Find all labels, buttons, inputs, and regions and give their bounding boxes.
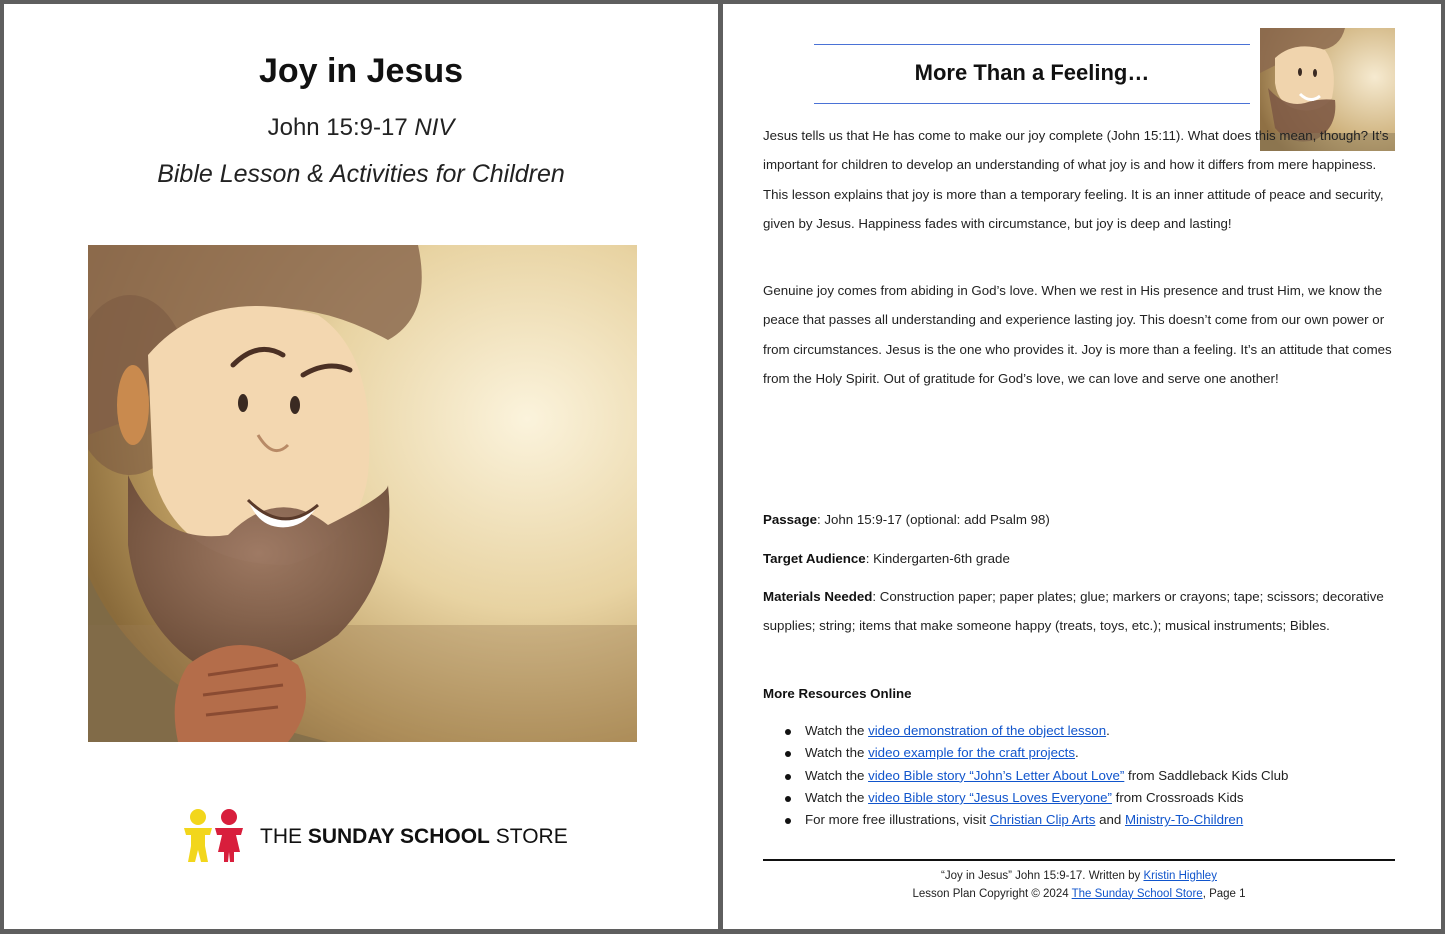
footer-divider <box>763 859 1395 861</box>
audience-label: Target Audience <box>763 551 866 566</box>
resource-prefix: Watch the <box>805 789 869 805</box>
audience-value: : Kindergarten-6th grade <box>865 551 1010 566</box>
resource-prefix: For more free illustrations, visit <box>805 812 990 828</box>
passage-value: : John 15:9-17 (optional: add Psalm 98) <box>816 512 1050 527</box>
publisher-link[interactable]: The Sunday School Store <box>1071 887 1203 900</box>
heading-rule-bottom <box>814 103 1250 104</box>
scripture-reference <box>4 114 718 142</box>
bullet-icon <box>785 729 791 735</box>
johns-letter-video-link[interactable]: video Bible story “John’s Letter About Love” <box>868 767 1125 783</box>
list-item <box>783 720 1403 742</box>
resources-list <box>783 720 1403 831</box>
list-item <box>783 787 1403 809</box>
bullet-icon <box>785 774 791 780</box>
lesson-page <box>723 4 1441 929</box>
intro-paragraph-1: Jesus tells us that He has come to make our joy complete (John 15:11). What does this mean, though? It’s important for children to develop an understanding of what joy is and how it differs from mere happiness. This lesson explains that joy is more than a temporary feeling. It is an inner attitude of peace and security, given by Jesus. Happiness fades with circumstance, but joy is deep and lasting! <box>763 128 1389 231</box>
resources-heading: More Resources Online <box>763 686 912 701</box>
logo-bold: SUNDAY SCHOOL <box>307 825 490 848</box>
resource-prefix: Watch the <box>805 767 869 783</box>
passage-field <box>763 505 1398 534</box>
passage-label: Passage <box>763 512 817 527</box>
materials-value: : Construction paper; paper plates; glue; markers or crayons; tape; scissors; decorative supplies; string; items that make someone happy (treats, toys, etc.); musical instruments; Bibles. <box>763 589 1384 633</box>
bible-version: NIV <box>414 114 455 141</box>
paper-people-icon <box>180 808 252 864</box>
cover-illustration <box>88 245 637 742</box>
resource-conjunction: and <box>1095 812 1125 828</box>
author-link[interactable]: Kristin Highley <box>1143 870 1217 882</box>
page-number-text: , Page 1 <box>1202 887 1246 900</box>
materials-field <box>763 582 1398 640</box>
list-item <box>783 765 1403 787</box>
object-lesson-video-link[interactable]: video demonstration of the object lesson <box>868 723 1107 738</box>
resource-suffix: . <box>1075 745 1079 761</box>
bullet-icon <box>785 751 791 757</box>
footer-line-2 <box>763 886 1395 904</box>
list-item <box>783 742 1403 764</box>
intro-paragraph-2: Genuine joy comes from abiding in God’s love. When we rest in His presence and trust Him, we know the peace that passes all understanding and experience lasting joy. This doesn’t come from our own power or from circumstances. Jesus is the one who provides it. Joy is more than a feeling. It’s an attitude that comes from the Holy Spirit. Out of gratitude for God’s love, we can love and serve one another! <box>763 283 1392 386</box>
logo-suffix: STORE <box>495 825 568 848</box>
resource-suffix: . <box>1106 723 1110 738</box>
bullet-icon <box>785 796 791 802</box>
logo-prefix: THE <box>260 825 302 848</box>
cover-title: Joy in Jesus <box>258 52 464 90</box>
heading-rule-top <box>814 44 1250 45</box>
resource-prefix: Watch the <box>805 745 869 761</box>
craft-video-link[interactable]: video example for the craft projects <box>868 745 1076 761</box>
resource-suffix: from Crossroads Kids <box>1111 789 1244 805</box>
reference-text: John 15:9-17 <box>267 114 408 141</box>
resource-prefix: Watch the <box>805 723 869 738</box>
page-footer <box>763 868 1395 903</box>
footer-line-1 <box>763 868 1395 886</box>
list-item <box>783 809 1403 831</box>
logo-text <box>260 825 568 849</box>
section-heading: More Than a Feeling… <box>914 60 1150 85</box>
sunday-school-store-logo <box>180 808 568 864</box>
copyright-text: Lesson Plan Copyright © 2024 <box>912 887 1072 900</box>
footer-credit-text: “Joy in Jesus” John 15:9-17. Written by <box>941 870 1144 882</box>
christian-clip-arts-link[interactable]: Christian Clip Arts <box>989 812 1096 828</box>
ministry-to-children-link[interactable]: Ministry-To-Children <box>1124 812 1244 828</box>
audience-field <box>763 544 1398 573</box>
cover-subtitle: Bible Lesson & Activities for Children <box>157 160 565 188</box>
jesus-loves-everyone-video-link[interactable]: video Bible story “Jesus Loves Everyone” <box>868 789 1112 805</box>
bullet-icon <box>785 818 791 824</box>
cover-page <box>4 4 718 929</box>
materials-label: Materials Needed <box>763 589 873 604</box>
resource-suffix: from Saddleback Kids Club <box>1124 767 1289 783</box>
